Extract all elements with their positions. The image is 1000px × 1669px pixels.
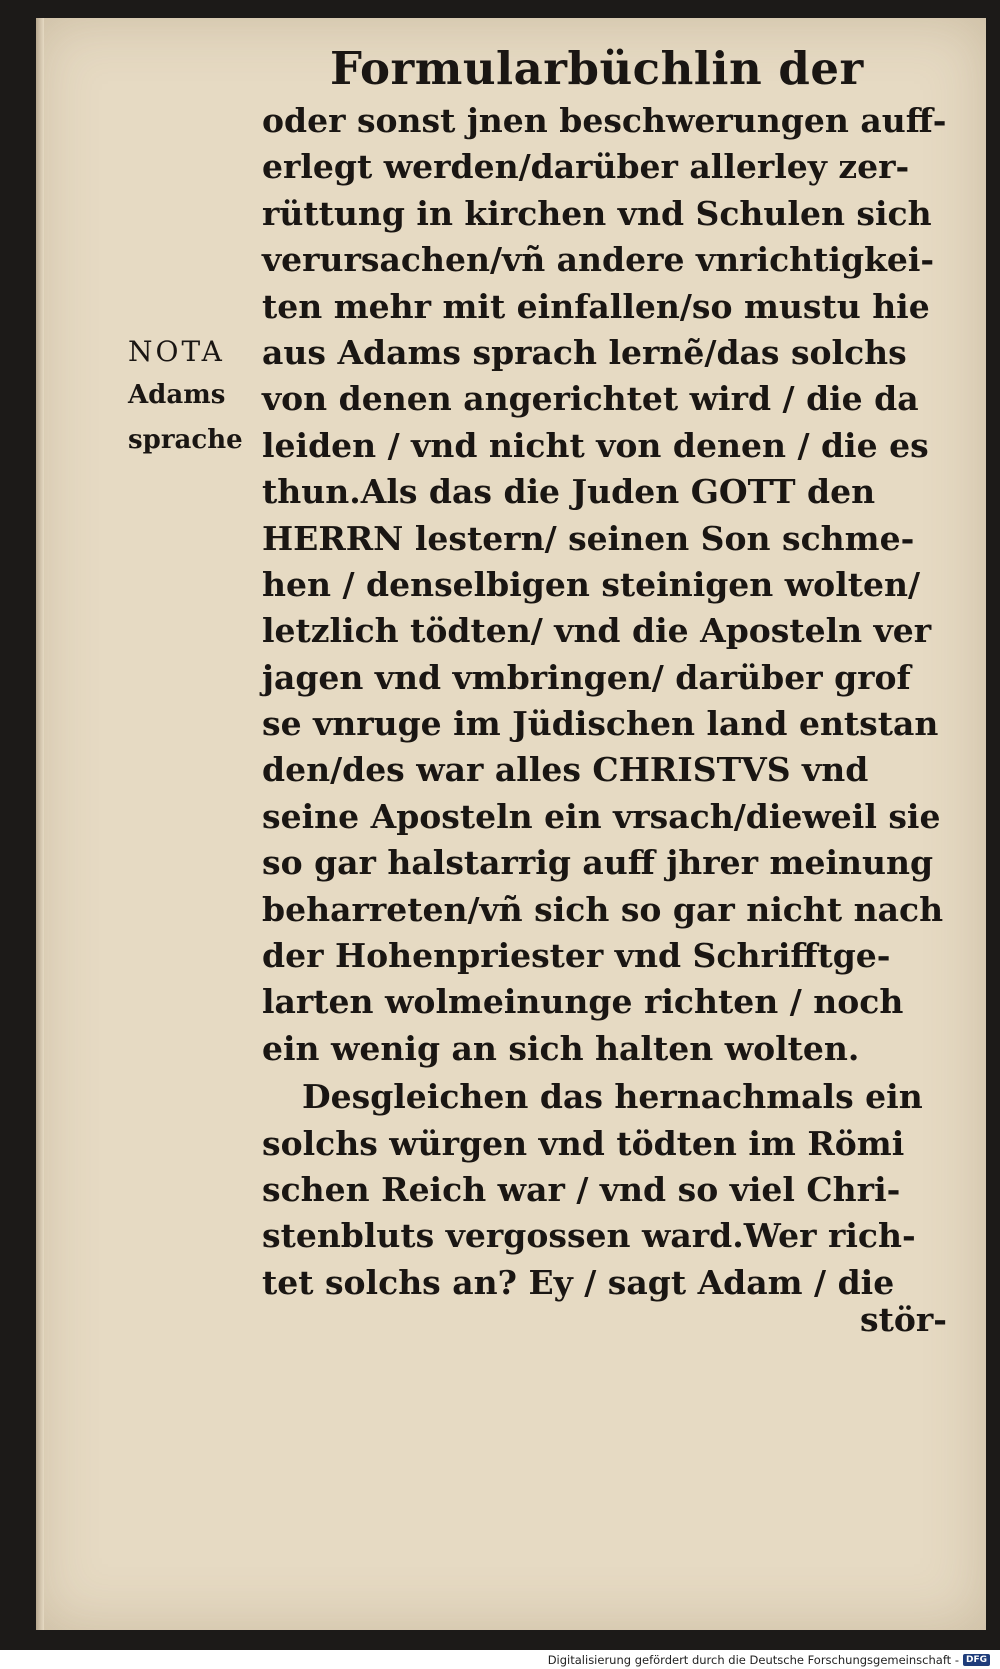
text-line: letzlich tödten/ vnd die Aposteln ver <box>262 611 932 651</box>
margin-note-adams: Adams <box>128 380 226 410</box>
dfg-logo-icon: DFG <box>963 1654 990 1666</box>
digitization-footer <box>548 1652 990 1668</box>
text-line: schen Reich war / vnd so viel Chri- <box>262 1169 901 1209</box>
text-line: jagen vnd vmbringen/ darüber grof <box>262 657 911 697</box>
text-line: leiden / vnd nicht von denen / die es <box>262 425 929 465</box>
text-line: so gar halstarrig auff jhrer meinung <box>262 843 934 883</box>
text-line: HERRN lestern/ seinen Son schme- <box>262 518 915 558</box>
text-line: aus Adams sprach lernẽ/das solchs <box>262 332 907 372</box>
margin-note-nota: NOTA <box>128 335 225 368</box>
text-line: larten wolmeinunge richten / noch <box>262 982 904 1022</box>
footer-credit-text: Digitalisierung gefördert durch die Deutsche Forschungsgemeinschaft - <box>547 1653 959 1667</box>
margin-note-sprache: sprache <box>128 425 243 455</box>
page-gutter-shadow <box>36 18 44 1630</box>
text-line: rüttung in kirchen vnd Schulen sich <box>262 193 932 233</box>
text-line: von denen angerichtet wird / die da <box>262 379 919 419</box>
text-line: se vnruge im Jüdischen land entstan <box>262 704 939 744</box>
text-line: verursachen/vñ andere vnrichtigkei- <box>262 240 935 280</box>
text-line: erlegt werden/darüber allerley zer- <box>262 147 910 187</box>
text-line: ten mehr mit einfallen/so mustu hie <box>262 286 930 326</box>
text-line: der Hohenpriester vnd Schrifftge- <box>262 936 891 976</box>
text-line: beharreten/vñ sich so gar nicht nach <box>262 889 944 929</box>
text-line: hen / denselbigen steinigen wolten/ <box>262 564 921 604</box>
text-line: solchs würgen vnd tödten im Römi <box>262 1123 905 1163</box>
text-line: thun.Als das die Juden GOTT den <box>262 472 876 512</box>
running-head: Formularbüchlin der <box>330 42 864 95</box>
text-line: tet solchs an? Ey / sagt Adam / die <box>262 1262 895 1302</box>
text-line: seine Aposteln ein vrsach/dieweil sie <box>262 796 941 836</box>
text-line: ein wenig an sich halten wolten. <box>262 1028 860 1068</box>
catchword: stör- <box>860 1300 947 1339</box>
text-line: stenbluts vergossen ward.Wer rich- <box>262 1216 916 1256</box>
main-text-block <box>262 98 962 1306</box>
paragraph-start-line: Desgleichen das hernachmals ein <box>302 1077 923 1117</box>
text-line: oder sonst jnen beschwerungen auff- <box>262 101 947 140</box>
text-line: den/des war alles CHRISTVS vnd <box>262 750 869 790</box>
